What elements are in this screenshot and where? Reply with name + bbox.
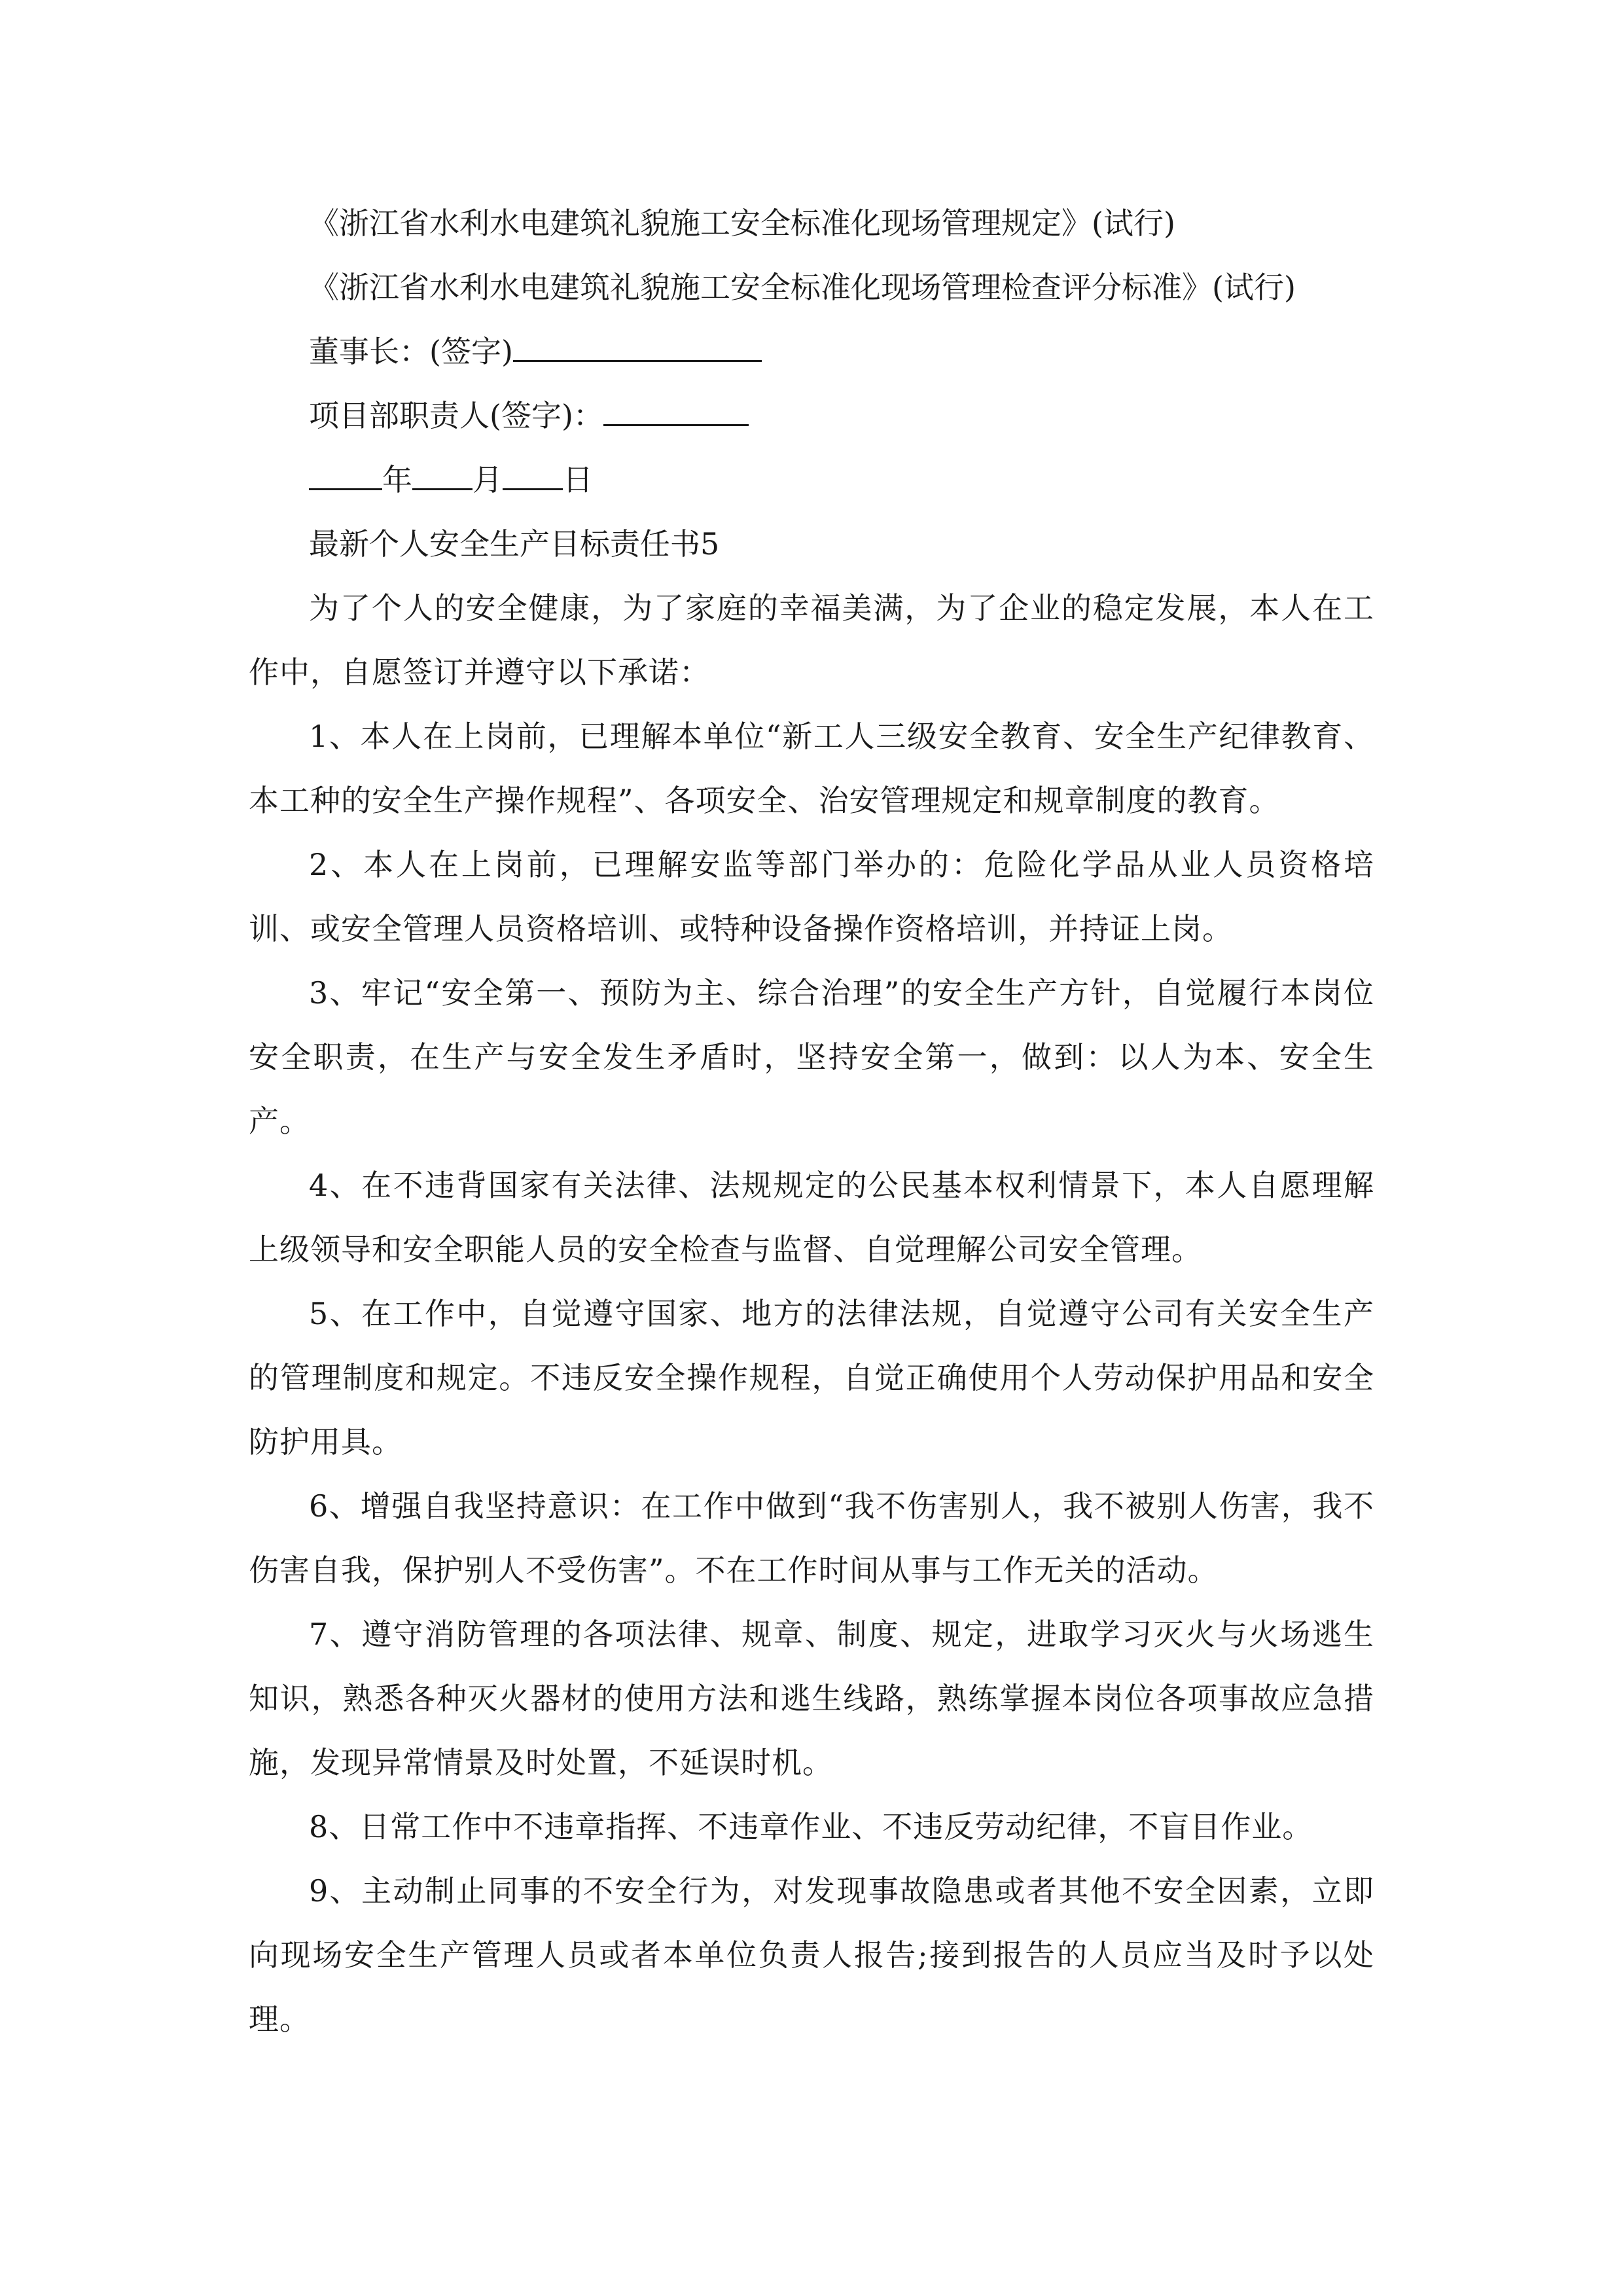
commitment-item-9: 9、主动制止同事的不安全行为，对发现事故隐患或者其他不安全因素，立即向现场安全生产管理人员或者本单位负责人报告;接到报告的人员应当及时予以处理。 [249,1873,1374,2037]
month-label: 月 [473,462,503,497]
chairman-signature-blank [513,330,762,362]
commitment-item-1: 1、本人在上岗前，已理解本单位“新工人三级安全教育、安全生产纪律教育、本工种的安全生产操作规程”、各项安全、治安管理规定和规章制度的教育。 [249,719,1374,818]
year-label: 年 [382,462,412,497]
project-manager-signature-line [249,384,1374,448]
intro-paragraph: 为了个人的安全健康，为了家庭的幸福美满，为了企业的稳定发展，本人在工作中，自愿签订并遵守以下承诺： [249,590,1374,690]
commitment-item-6: 6、增强自我坚持意识：在工作中做到“我不伤害别人，我不被别人伤害，我不伤害自我，保护别人不受伤害”。不在工作时间从事与工作无关的活动。 [249,1488,1374,1588]
date-line [249,448,1374,512]
reference-regulation: 《浙江省水利水电建筑礼貌施工安全标准化现场管理规定》(试行) [309,206,1175,241]
chairman-signature-label: 董事长：(签字) [309,334,513,369]
commitment-item-2: 2、本人在上岗前，已理解安监等部门举办的：危险化学品从业人员资格培训、或安全管理人员资格培训、或特种设备操作资格培训，并持证上岗。 [249,847,1374,946]
reference-scoring-standard: 《浙江省水利水电建筑礼貌施工安全标准化现场管理检查评分标准》(试行) [309,270,1296,305]
commitment-item-5: 5、在工作中，自觉遵守国家、地方的法律法规，自觉遵守公司有关安全生产的管理制度和规定。不违反安全操作规程，自觉正确使用个人劳动保护用品和安全防护用具。 [249,1296,1374,1460]
project-manager-signature-label: 项目部职责人(签字)： [309,398,603,433]
commitment-item-3: 3、牢记“安全第一、预防为主、综合治理”的安全生产方针，自觉履行本岗位安全职责，在生产与安全发生矛盾时，坚持安全第一，做到：以人为本、安全生产。 [249,975,1374,1139]
day-label: 日 [563,462,593,497]
commitment-item-4: 4、在不违背国家有关法律、法规规定的公民基本权利情景下，本人自愿理解上级领导和安全职能人员的安全检查与监督、自觉理解公司安全管理。 [249,1168,1374,1267]
commitment-item-8: 8、日常工作中不违章指挥、不违章作业、不违反劳动纪律，不盲目作业。 [309,1809,1313,1844]
document-page [249,191,1374,2051]
month-blank [412,458,473,490]
year-blank [309,458,382,490]
commitment-item-7: 7、遵守消防管理的各项法律、规章、制度、规定，进取学习灭火与火场逃生知识，熟悉各种灭火器材的使用方法和逃生线路，熟练掌握本岗位各项事故应急措施，发现异常情景及时处置，不延误时机。 [249,1617,1374,1780]
document-title: 最新个人安全生产目标责任书5 [309,526,720,562]
chairman-signature-line [249,319,1374,384]
day-blank [503,458,563,490]
project-manager-signature-blank [603,394,749,426]
